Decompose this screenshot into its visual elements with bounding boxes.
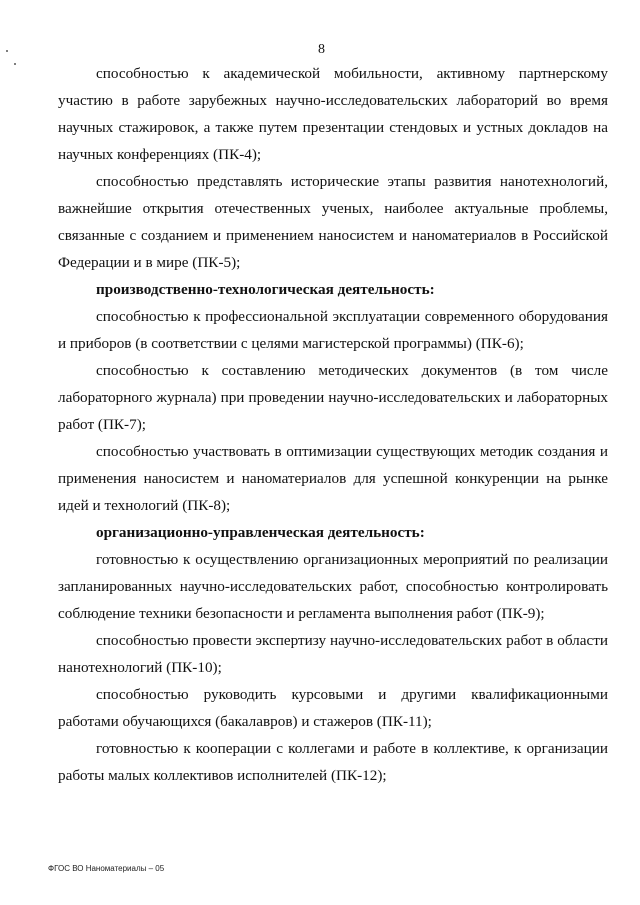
competency-paragraph: способностью руководить курсовыми и другими квалификационными работами обучающихся (бакалавров) и стажеров (ПК-11);: [58, 686, 608, 730]
section-heading: производственно-технологическая деятельность:: [96, 281, 435, 298]
competency-paragraph: способностью к профессиональной эксплуатации современного оборудования и приборов (в соответствии с целями магистерской программы) (ПК-6);: [58, 308, 608, 352]
scan-speck: [14, 63, 16, 65]
scan-speck: [6, 50, 8, 52]
competency-paragraph: способностью к составлению методических документов (в том числе лабораторного журнала) при проведении научно-исследовательских и лабораторных работ (ПК-7);: [58, 362, 608, 433]
competency-paragraph: способностью участвовать в оптимизации существующих методик создания и применения наносистем и наноматериалов для успешной конкуренции на рынке идей и технологий (ПК-8);: [58, 443, 608, 514]
competency-paragraph: способностью к академической мобильности, активному партнерскому участию в работе зарубежных научно-исследовательских лабораторий во время научных стажировок, а также путем презентации стендовых и устных докладов на научных конференциях (ПК-4);: [58, 65, 608, 163]
competency-paragraph: способностью представлять исторические этапы развития нанотехнологий, важнейшие открытия отечественных ученых, наиболее актуальные проблемы, связанные с созданием и применением наносистем и наноматериалов в Российской Федерации и в мире (ПК-5);: [58, 173, 608, 271]
page-number: 8: [318, 42, 325, 57]
page-body: [58, 60, 608, 789]
competency-paragraph: готовностью к кооперации с коллегами и работе в коллективе, к организации работы малых коллективов исполнителей (ПК-12);: [58, 740, 608, 784]
section-heading: организационно-управленческая деятельность:: [96, 524, 425, 541]
competency-paragraph: готовностью к осуществлению организационных мероприятий по реализации запланированных научно-исследовательских работ, способностью контролировать соблюдение техники безопасности и регламента выполнения работ (ПК-9);: [58, 551, 608, 622]
competency-paragraph: способностью провести экспертизу научно-исследовательских работ в области нанотехнологий (ПК-10);: [58, 632, 608, 676]
footer-label: ФГОС ВО Наноматериалы – 05: [48, 864, 165, 873]
